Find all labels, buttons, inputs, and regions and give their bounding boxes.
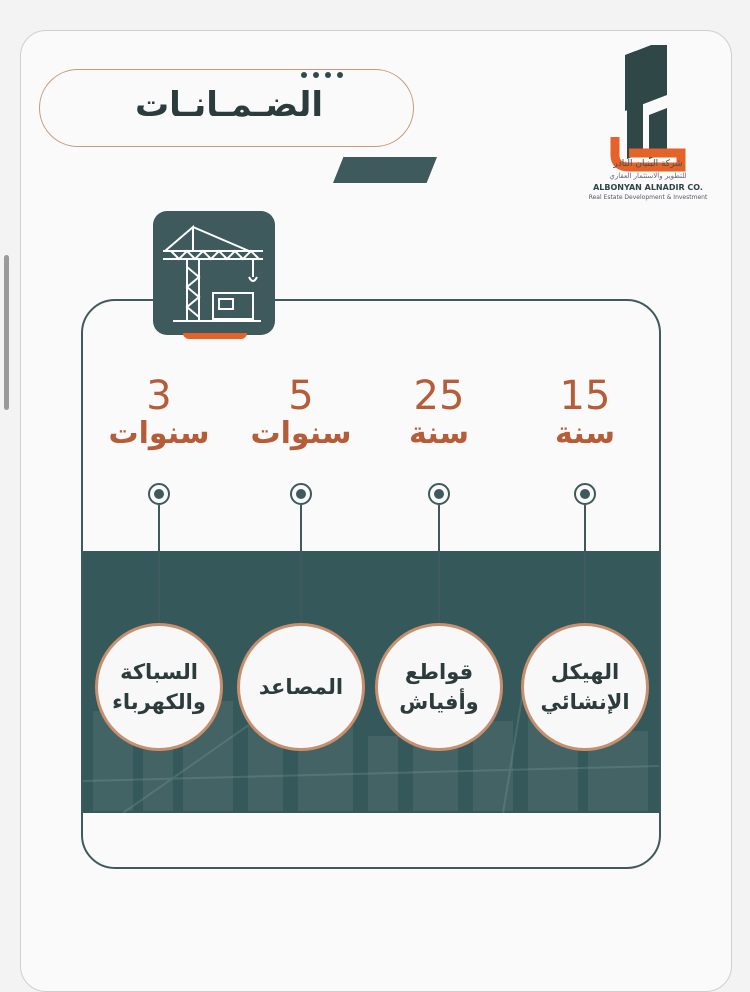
timeline-node (148, 483, 170, 505)
warranty-card (20, 30, 732, 992)
crane-icon-box (153, 211, 275, 335)
warranty-label-line2: وأفياش (399, 690, 479, 714)
title-underline-bar (333, 157, 437, 183)
warranty-unit: سنوات (108, 416, 210, 451)
warranty-years: 3 (146, 373, 172, 419)
warranty-unit: سنة (409, 416, 469, 451)
warranty-label-line1: المصاعد (258, 675, 344, 699)
warranty-years: 15 (559, 373, 611, 419)
crane-icon (153, 211, 275, 335)
company-name-en: ALBONYAN ALNADIR CO. (593, 183, 703, 192)
company-tagline-ar: للتطوير والاستثمار العقاري (609, 172, 687, 180)
timeline-stem (158, 505, 160, 627)
page-title: الضـمـانـات (134, 85, 324, 125)
warranty-period-elevators (241, 375, 361, 451)
warranty-unit: سنة (555, 416, 615, 451)
scrollbar[interactable] (4, 255, 9, 410)
timeline-node (428, 483, 450, 505)
warranty-item-elevators (237, 623, 365, 751)
timeline-stem (438, 505, 440, 627)
warranty-item-plumbing (95, 623, 223, 751)
warranty-item-structure (521, 623, 649, 751)
company-name-ar: شركة البنيان النادر (613, 159, 683, 169)
warranty-item-switches (375, 623, 503, 751)
crane-box-accent (183, 333, 247, 339)
warranty-period-structure (525, 375, 645, 451)
timeline-stem (584, 505, 586, 627)
timeline-node (574, 483, 596, 505)
warranty-label-line2: الإنشائي (540, 690, 630, 714)
warranty-period-switches (379, 375, 499, 451)
warranty-label-line1: الهيكل (550, 660, 620, 684)
timeline-stem (300, 505, 302, 627)
warranty-label-line1: السباكة (120, 660, 198, 684)
warranty-years: 5 (288, 373, 314, 419)
warranty-period-plumbing (99, 375, 219, 451)
decorative-dots (301, 63, 353, 71)
warranty-label-line1: قواطع (404, 660, 474, 684)
warranty-unit: سنوات (250, 416, 352, 451)
company-tagline-en: Real Estate Development & Investment (588, 194, 708, 201)
warranty-label-line2: والكهرباء (112, 690, 206, 714)
warranty-years: 25 (413, 373, 465, 419)
timeline-node (290, 483, 312, 505)
